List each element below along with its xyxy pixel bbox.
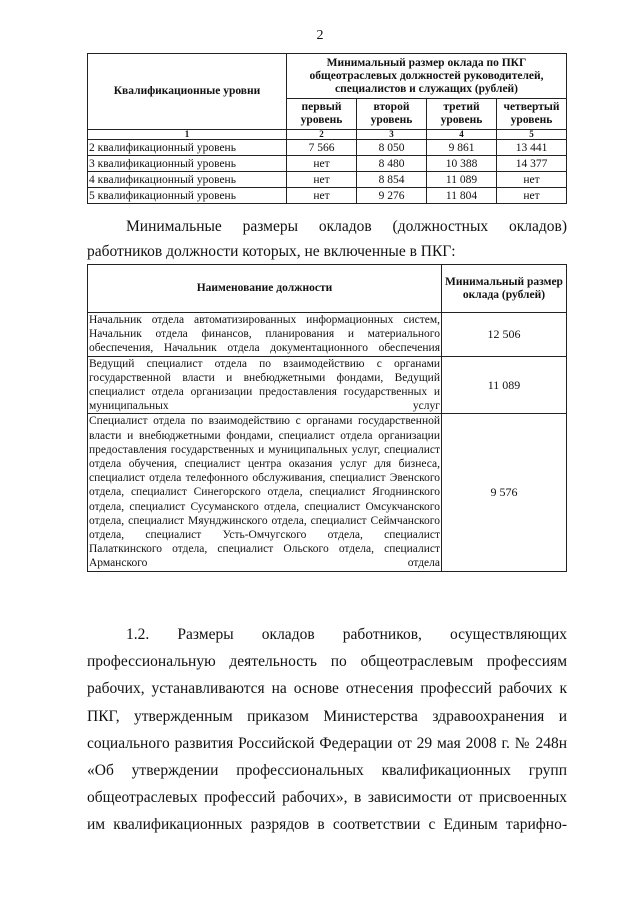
intro-paragraph: Минимальные размеры окладов (должностных окладов) работников должности которых, не включенные в ПКГ: [87, 218, 567, 260]
level-label: 2 квалификационный уровень [88, 140, 287, 156]
section-1-2-paragraph: 1.2. Размеры окладов работников, осуществляющих профессиональную деятельность по общеотраслевым профессиям рабочих, устанавливаются на основе отнесения профессий рабочих к ПКГ, утвержденным приказом Министерства здравоохранения и социального развития Российской Федерации от 29 мая 2008 г. № 248н «Об утверждении профессиональных квалификационных групп общеотраслевых профессий рабочих», в зависимости от присвоенных им квалификационных разрядов в соответствии с Единым тарифно- [87, 626, 567, 834]
salary-cell: нет [287, 156, 357, 172]
salary-cell: 11 089 [442, 356, 567, 414]
salary-cell: нет [287, 172, 357, 188]
position-name-header: Наименование должности [88, 265, 442, 313]
level-label: 3 квалификационный уровень [88, 156, 287, 172]
level-label: 5 квалификационный уровень [88, 188, 287, 204]
salary-cell: 9 861 [427, 140, 497, 156]
positions-cell: Начальник отдела автоматизированных информационных систем, Начальник отдела финансов, планирования и материального обеспечения, Начальник отдела документационного обеспечения [89, 314, 440, 355]
column-index: 2 [287, 130, 357, 140]
level-4-header: четвертый уровень [497, 99, 567, 130]
table-row [88, 313, 567, 357]
table-row [88, 156, 567, 172]
level-1-header: первый уровень [287, 99, 357, 130]
positions-cell: Ведущий специалист отдела по взаимодействию с органами государственной власти и внебюджетными фондами, Ведущий специалист отдела организации предоставления государственных и муниципальных услуг [89, 357, 440, 413]
salary-cell: 9 576 [442, 414, 567, 571]
salary-cell: нет [497, 188, 567, 204]
minimum-salary-header: Минимальный размер оклада (рублей) [442, 265, 567, 313]
minimum-salary-group-header: Минимальный размер оклада по ПКГ общеотраслевых должностей руководителей, специалистов и служащих (рублей) [287, 54, 567, 99]
non-pkg-positions-table [87, 264, 567, 572]
salary-cell: 13 441 [497, 140, 567, 156]
page-number: 2 [316, 28, 324, 43]
salary-cell: 8 480 [357, 156, 427, 172]
column-index: 1 [88, 130, 287, 140]
salary-cell: 9 276 [357, 188, 427, 204]
salary-cell: 8 854 [357, 172, 427, 188]
salary-cell: 11 089 [427, 172, 497, 188]
level-3-header: третий уровень [427, 99, 497, 130]
level-2-header: второй уровень [357, 99, 427, 130]
salary-cell: 10 388 [427, 156, 497, 172]
level-label: 4 квалификационный уровень [88, 172, 287, 188]
salary-cell: 7 566 [287, 140, 357, 156]
table-header-row [88, 54, 567, 99]
salary-cell: 14 377 [497, 156, 567, 172]
column-index: 3 [357, 130, 427, 140]
table-row [88, 172, 567, 188]
column-index-row [88, 130, 567, 140]
table-header-row [88, 265, 567, 313]
salary-cell: 12 506 [442, 313, 567, 357]
salary-cell: нет [287, 188, 357, 204]
salary-cell: 11 804 [427, 188, 497, 204]
table-row [88, 140, 567, 156]
qualification-levels-header: Квалификационные уровни [88, 54, 287, 130]
salary-cell: 8 050 [357, 140, 427, 156]
column-index: 4 [427, 130, 497, 140]
salary-cell: нет [497, 172, 567, 188]
salary-levels-table [87, 53, 567, 204]
positions-cell: Специалист отдела по взаимодействию с органами государственной власти и внебюджетными фондами, специалист отдела организации предоставления государственных и муниципальных услуг, специалист отдела обучения, специалист центра оказания услуг для бизнеса, специалист отдела телефонного обслуживания, специалист Эвенского отдела, специалист Синегорского отдела, специалист Ягоднинского отдела, специалист Сусуманского отдела, специалист Омсукчанского отдела, специалист Мяунджинского отдела, специалист Сеймчанского отдела, специалист Усть-Омчугского отдела, специалист Палаткинского отдела, специалист Ольского отдела, специалист Арманского отдела [89, 415, 440, 570]
column-index: 5 [497, 130, 567, 140]
table-row [88, 414, 567, 571]
table-row [88, 188, 567, 204]
table-row [88, 356, 567, 414]
